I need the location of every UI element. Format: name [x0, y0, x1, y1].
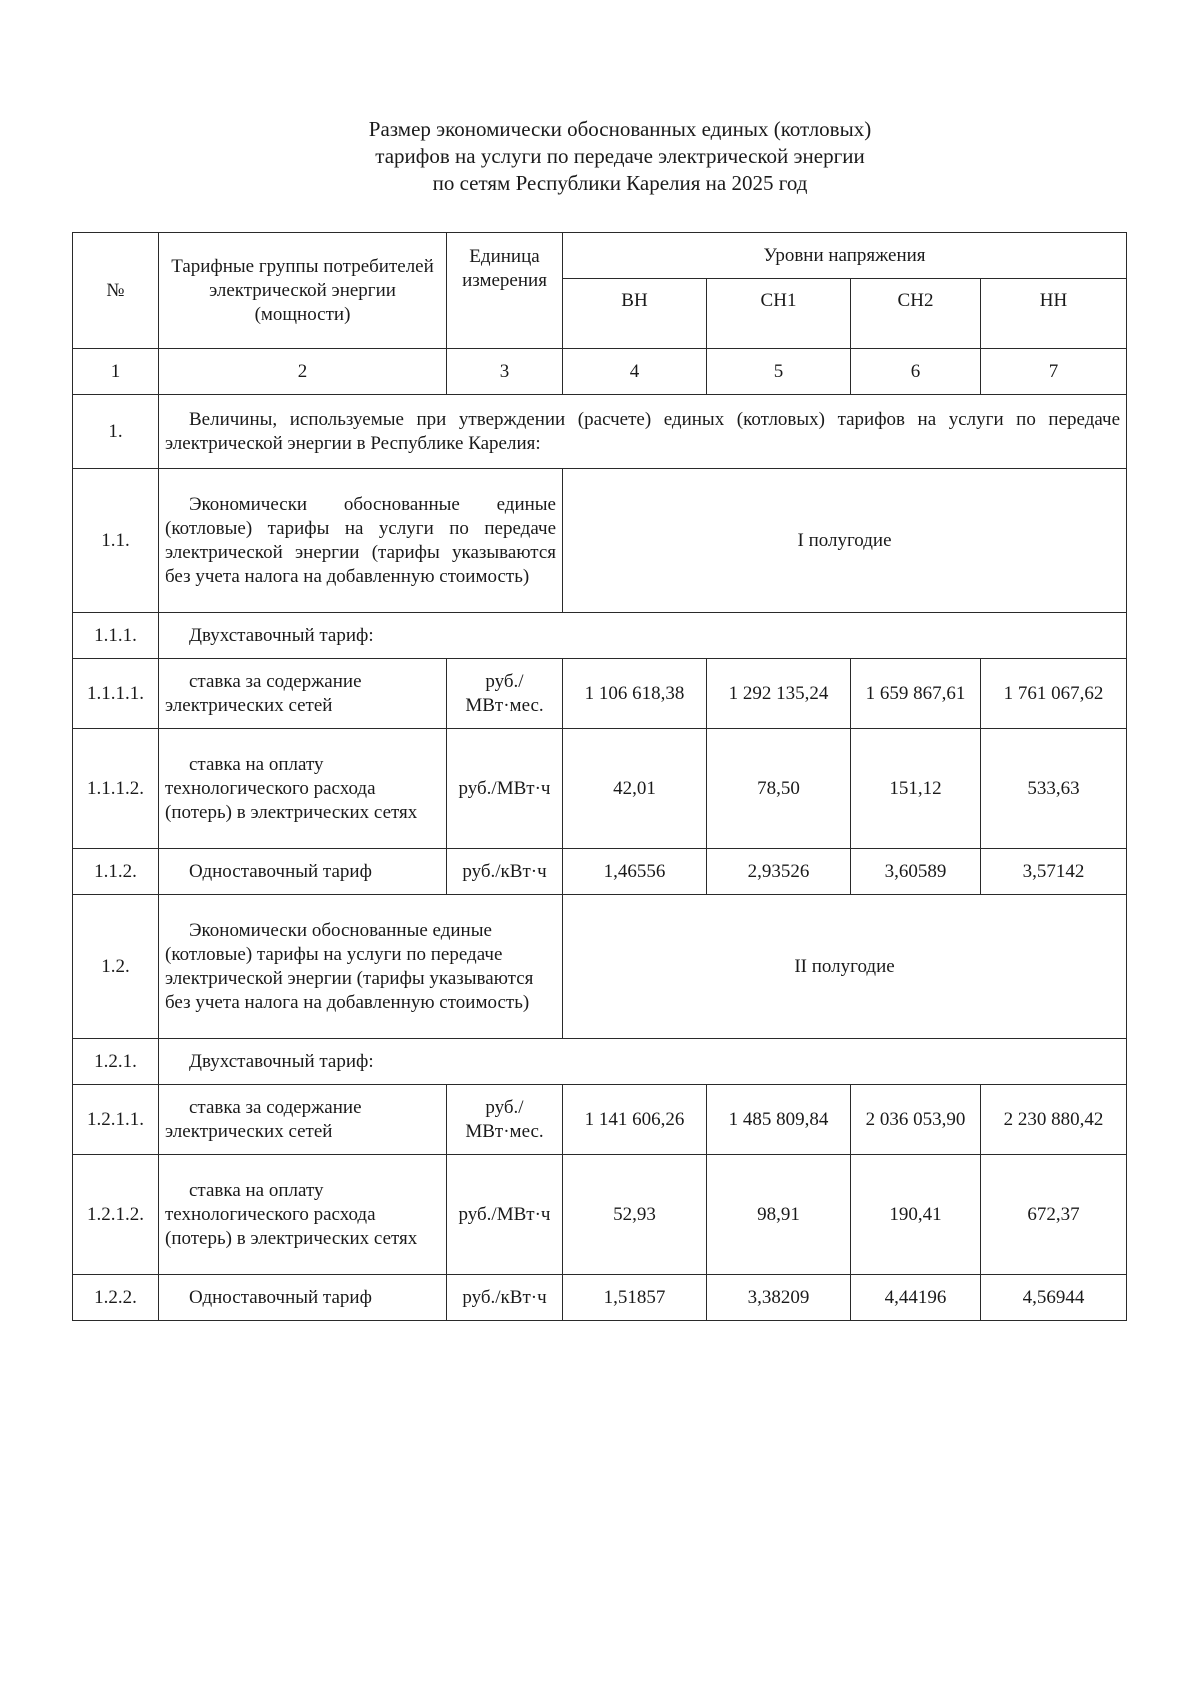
row-nn: 4,56944	[981, 1275, 1127, 1321]
half2-period: II полугодие	[563, 895, 1127, 1039]
row-unit: руб./МВт·ч	[447, 1155, 563, 1275]
row-num: 1.1.2.	[73, 849, 159, 895]
table-row	[73, 849, 1127, 895]
row-nn: 3,57142	[981, 849, 1127, 895]
title-line-2: тарифов на услуги по передаче электрической энергии	[375, 144, 865, 168]
half1-period: I полугодие	[563, 469, 1127, 613]
column-number-row	[73, 349, 1127, 395]
title-line-1: Размер экономически обоснованных единых (котловых)	[368, 117, 872, 141]
row-label: ставка за содержание электрических сетей	[159, 659, 447, 729]
half1-text: Экономически обоснованные единые (котловые) тарифы на услуги по передаче электрической энергии (тарифы указываются без учета налога на добавленную стоимость)	[159, 469, 563, 613]
row-num: 1.2.1.1.	[73, 1085, 159, 1155]
half2-two-rate-row	[73, 1039, 1127, 1085]
half1-row	[73, 469, 1127, 613]
half2-num: 1.2.	[73, 895, 159, 1039]
row-unit: руб./МВт·мес.	[447, 1085, 563, 1155]
row-num: 1.1.1.1.	[73, 659, 159, 729]
half2-row	[73, 895, 1127, 1039]
document-title	[0, 116, 1200, 197]
row-nn: 672,37	[981, 1155, 1127, 1275]
header-sn1: СН1	[707, 279, 851, 349]
col-num-1: 1	[73, 349, 159, 395]
row-sn2: 151,12	[851, 729, 981, 849]
row-vn: 52,93	[563, 1155, 707, 1275]
row-sn1: 3,38209	[707, 1275, 851, 1321]
row-sn2: 190,41	[851, 1155, 981, 1275]
row-nn: 533,63	[981, 729, 1127, 849]
row-nn: 1 761 067,62	[981, 659, 1127, 729]
col-num-6: 6	[851, 349, 981, 395]
table-row	[73, 1275, 1127, 1321]
col-num-3: 3	[447, 349, 563, 395]
row-sn1: 2,93526	[707, 849, 851, 895]
section-text: Величины, используемые при утверждении (расчете) единых (котловых) тарифов на услуги по передаче электрической энергии в Республике Карелия:	[159, 395, 1127, 469]
row-sn1: 1 292 135,24	[707, 659, 851, 729]
table-row	[73, 659, 1127, 729]
row-label: Одноставочный тариф	[159, 849, 447, 895]
half1-num: 1.1.	[73, 469, 159, 613]
row-sn1: 98,91	[707, 1155, 851, 1275]
header-levels: Уровни напряжения	[563, 233, 1127, 279]
table-row	[73, 1155, 1127, 1275]
half2-two-rate-label: Двухставочный тариф:	[159, 1039, 1127, 1085]
header-nn: НН	[981, 279, 1127, 349]
row-label: ставка за содержание электрических сетей	[159, 1085, 447, 1155]
section-row	[73, 395, 1127, 469]
row-num: 1.2.2.	[73, 1275, 159, 1321]
table-row	[73, 729, 1127, 849]
row-label: ставка на оплату технологического расхода (потерь) в электрических сетях	[159, 1155, 447, 1275]
row-nn: 2 230 880,42	[981, 1085, 1127, 1155]
row-vn: 1,51857	[563, 1275, 707, 1321]
row-sn2: 3,60589	[851, 849, 981, 895]
row-sn1: 1 485 809,84	[707, 1085, 851, 1155]
table-row	[73, 1085, 1127, 1155]
col-num-5: 5	[707, 349, 851, 395]
row-sn2: 1 659 867,61	[851, 659, 981, 729]
row-label: ставка на оплату технологического расхода (потерь) в электрических сетях	[159, 729, 447, 849]
row-unit: руб./кВт·ч	[447, 849, 563, 895]
row-num: 1.1.1.2.	[73, 729, 159, 849]
header-unit: Единица измерения	[447, 233, 563, 349]
half1-two-rate-row	[73, 613, 1127, 659]
row-vn: 1 106 618,38	[563, 659, 707, 729]
col-num-4: 4	[563, 349, 707, 395]
col-num-7: 7	[981, 349, 1127, 395]
row-sn2: 2 036 053,90	[851, 1085, 981, 1155]
half2-text: Экономически обоснованные единые (котловые) тарифы на услуги по передаче электрической энергии (тарифы указываются без учета налога на добавленную стоимость)	[159, 895, 563, 1039]
row-sn2: 4,44196	[851, 1275, 981, 1321]
row-vn: 1 141 606,26	[563, 1085, 707, 1155]
row-vn: 1,46556	[563, 849, 707, 895]
col-num-2: 2	[159, 349, 447, 395]
half1-two-rate-num: 1.1.1.	[73, 613, 159, 659]
header-groups: Тарифные группы потребителей электрической энергии (мощности)	[159, 233, 447, 349]
row-num: 1.2.1.2.	[73, 1155, 159, 1275]
row-label: Одноставочный тариф	[159, 1275, 447, 1321]
row-sn1: 78,50	[707, 729, 851, 849]
row-unit: руб./МВт·ч	[447, 729, 563, 849]
row-vn: 42,01	[563, 729, 707, 849]
header-no: №	[73, 233, 159, 349]
title-line-3: по сетям Республики Карелия на 2025 год	[432, 171, 808, 195]
row-unit: руб./МВт·мес.	[447, 659, 563, 729]
section-num: 1.	[73, 395, 159, 469]
header-sn2: СН2	[851, 279, 981, 349]
half1-two-rate-label: Двухставочный тариф:	[159, 613, 1127, 659]
tariff-table	[72, 232, 1127, 1321]
header-row	[73, 233, 1127, 279]
row-unit: руб./кВт·ч	[447, 1275, 563, 1321]
half2-two-rate-num: 1.2.1.	[73, 1039, 159, 1085]
header-vn: ВН	[563, 279, 707, 349]
